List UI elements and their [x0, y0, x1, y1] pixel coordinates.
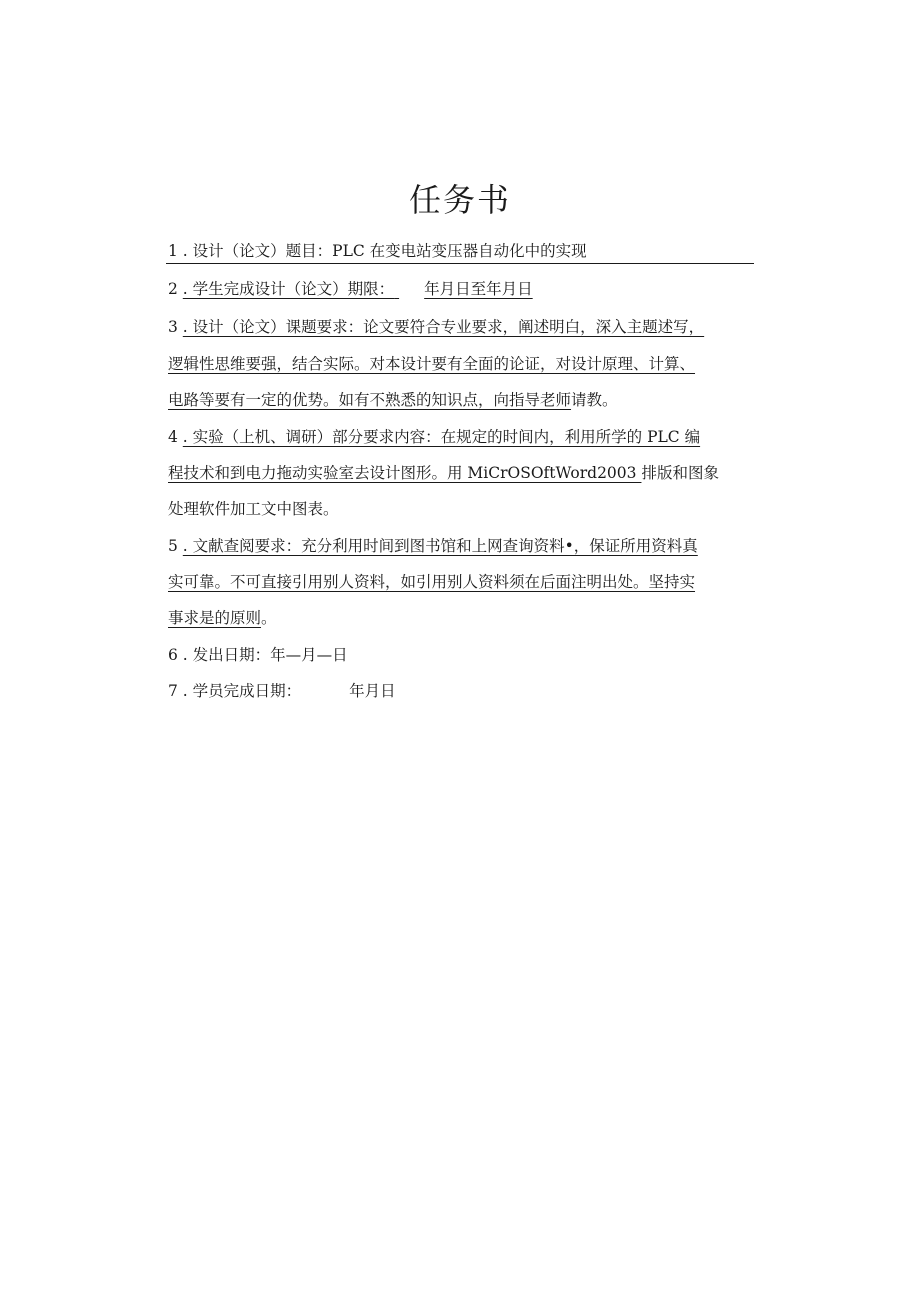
item-7-date: 年月日 — [349, 682, 396, 700]
item-7-label: 7 . 学员完成日期： — [168, 682, 302, 700]
item-7-completion-date — [168, 680, 396, 702]
item-4-line-2 — [168, 462, 719, 484]
item-3-text-3: 电路等要有一定的优势。如有不熟悉的知识点，向指导老师 — [168, 391, 572, 409]
item-3-line-2: 逻辑性思维要强，结合实际。对本设计要有全面的论证，对设计原理、计算、 — [168, 355, 696, 373]
item-2-number: 2 — [168, 280, 183, 298]
item-5-text-3: 事求是的原则 — [168, 609, 262, 627]
item-5-number: 5 — [168, 537, 183, 555]
item-4-number: 4 — [168, 428, 183, 446]
item-3-number: 3 — [168, 318, 183, 336]
document-title: 任务书 — [408, 181, 511, 219]
item-5-line-1 — [168, 535, 698, 557]
item-1-underline-rule — [166, 263, 754, 264]
item-3-text-1: . 设计（论文）课题要求：论文要符合专业要求，阐述明白，深入主题述写， — [182, 318, 705, 336]
item-2-deadline — [168, 278, 533, 300]
item-2-blank — [394, 278, 424, 300]
item-4-text-2: 程技术和到电力拖动实验室去设计图形。用 MiCrOSOftWord2003 — [168, 464, 642, 482]
item-6-issue-date: 6 . 发出日期：年—月—日 — [168, 646, 348, 664]
item-5-text-3-end: 。 — [261, 609, 277, 627]
item-1-thesis-topic: 1 . 设计（论文）题目：PLC 在变电站变压器自动化中的实现 — [168, 242, 587, 260]
item-4-line-1 — [168, 426, 700, 448]
item-5-line-3 — [168, 607, 277, 629]
item-4-line-3: 处理软件加工文中图表。 — [168, 500, 339, 518]
item-4-text-1: . 实验（上机、调研）部分要求内容：在规定的时间内，利用所学的 PLC 编 — [182, 428, 701, 446]
item-3-line-1 — [168, 316, 704, 338]
item-2-date: 年月日至年月日 — [424, 280, 533, 298]
item-4-text-2-end: 排版和图象 — [641, 464, 719, 482]
item-3-line-3 — [168, 389, 618, 411]
item-2-label: . 学生完成设计（论文）期限： — [182, 280, 395, 298]
item-5-line-2: 实可靠。不可直接引用别人资料，如引用别人资料须在后面注明出处。坚持实 — [168, 573, 696, 591]
item-3-text-3-end: 请教。 — [571, 391, 618, 409]
item-5-text-1: . 文献查阅要求：充分利用时间到图书馆和上网查询资料•，保证所用资料真 — [182, 537, 698, 555]
